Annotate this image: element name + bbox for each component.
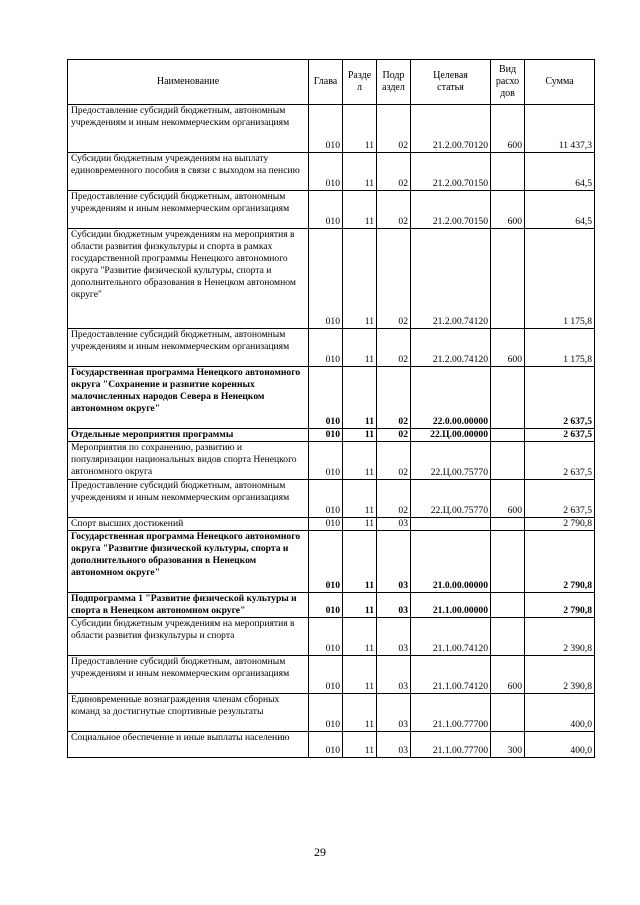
- cell-target: 21.2.00.70150: [411, 153, 491, 191]
- cell-chapter: 010: [309, 429, 343, 442]
- cell-expense-type: 600: [491, 480, 525, 518]
- cell-target: 21.2.00.74120: [411, 229, 491, 329]
- cell-chapter: 010: [309, 694, 343, 732]
- cell-sum: 64,5: [525, 153, 595, 191]
- cell-expense-type: [491, 531, 525, 593]
- cell-chapter: 010: [309, 732, 343, 758]
- cell-section: 11: [343, 191, 377, 229]
- cell-section: 11: [343, 105, 377, 153]
- cell-section: 11: [343, 694, 377, 732]
- cell-expense-type: 600: [491, 191, 525, 229]
- table-row: [68, 153, 595, 191]
- cell-chapter: 010: [309, 531, 343, 593]
- cell-subsection: 03: [377, 518, 411, 531]
- header-name: Наименование: [68, 60, 309, 105]
- cell-expense-type: [491, 694, 525, 732]
- cell-section: 11: [343, 442, 377, 480]
- cell-expense-type: [491, 593, 525, 618]
- cell-subsection: 02: [377, 153, 411, 191]
- table-row: [68, 229, 595, 329]
- cell-subsection: 02: [377, 329, 411, 367]
- cell-chapter: 010: [309, 442, 343, 480]
- cell-subsection: 03: [377, 618, 411, 656]
- cell-sum: 2 637,5: [525, 367, 595, 429]
- cell-target: 21.1.00.77700: [411, 694, 491, 732]
- cell-target: 21.0.00.00000: [411, 531, 491, 593]
- cell-section: 11: [343, 732, 377, 758]
- cell-expense-type: [491, 153, 525, 191]
- header-chapter: Глава: [309, 60, 343, 105]
- cell-name: Государственная программа Ненецкого автономного округа "Развитие физической культуры, спорта и дополнительного образования в Ненецком автономном округе": [68, 531, 309, 593]
- cell-section: 11: [343, 618, 377, 656]
- cell-subsection: 02: [377, 229, 411, 329]
- cell-sum: 11 437,3: [525, 105, 595, 153]
- table-row: [68, 618, 595, 656]
- cell-expense-type: [491, 429, 525, 442]
- table-row: [68, 656, 595, 694]
- cell-subsection: 02: [377, 367, 411, 429]
- cell-expense-type: [491, 518, 525, 531]
- cell-name: Спорт высших достижений: [68, 518, 309, 531]
- cell-expense-type: [491, 618, 525, 656]
- cell-target: 21.2.00.70120: [411, 105, 491, 153]
- cell-target: [411, 518, 491, 531]
- table-row: [68, 191, 595, 229]
- table-row: [68, 593, 595, 618]
- cell-subsection: 03: [377, 531, 411, 593]
- cell-name: Предоставление субсидий бюджетным, автономным учреждениям и иным некоммерческим организациям: [68, 329, 309, 367]
- cell-expense-type: 600: [491, 329, 525, 367]
- table-row: [68, 429, 595, 442]
- cell-target: 21.2.00.74120: [411, 329, 491, 367]
- cell-expense-type: 300: [491, 732, 525, 758]
- cell-target: 21.1.00.00000: [411, 593, 491, 618]
- cell-section: 11: [343, 367, 377, 429]
- cell-section: 11: [343, 229, 377, 329]
- cell-chapter: 010: [309, 618, 343, 656]
- cell-name: Социальное обеспечение и иные выплаты населению: [68, 732, 309, 758]
- cell-name: Предоставление субсидий бюджетным, автономным учреждениям и иным некоммерческим организациям: [68, 656, 309, 694]
- table-row: [68, 442, 595, 480]
- cell-name: Предоставление субсидий бюджетным, автономным учреждениям и иным некоммерческим организациям: [68, 105, 309, 153]
- cell-chapter: 010: [309, 229, 343, 329]
- table-body: [68, 105, 595, 758]
- cell-section: 11: [343, 480, 377, 518]
- cell-chapter: 010: [309, 191, 343, 229]
- budget-table: [67, 59, 595, 758]
- cell-sum: 2 790,8: [525, 518, 595, 531]
- cell-expense-type: 600: [491, 105, 525, 153]
- cell-sum: 1 175,8: [525, 329, 595, 367]
- table-row: [68, 105, 595, 153]
- cell-sum: 64,5: [525, 191, 595, 229]
- cell-sum: 2 637,5: [525, 480, 595, 518]
- cell-target: 21.1.00.74120: [411, 618, 491, 656]
- cell-name: Отдельные мероприятия программы: [68, 429, 309, 442]
- table-header-row: [68, 60, 595, 105]
- cell-chapter: 010: [309, 329, 343, 367]
- cell-subsection: 03: [377, 694, 411, 732]
- table-row: [68, 329, 595, 367]
- cell-target: 21.2.00.70150: [411, 191, 491, 229]
- header-section: Разде л: [343, 60, 377, 105]
- cell-expense-type: [491, 367, 525, 429]
- cell-sum: 2 390,8: [525, 656, 595, 694]
- cell-target: 21.1.00.77700: [411, 732, 491, 758]
- cell-name: Мероприятия по сохранению, развитию и популяризации национальных видов спорта Ненецкого автономного округа: [68, 442, 309, 480]
- table-row: [68, 694, 595, 732]
- cell-name: Единовременные вознаграждения членам сборных команд за достигнутые спортивные результаты: [68, 694, 309, 732]
- cell-chapter: 010: [309, 518, 343, 531]
- cell-section: 11: [343, 531, 377, 593]
- cell-chapter: 010: [309, 105, 343, 153]
- header-target: Целевая статья: [411, 60, 491, 105]
- table-row: [68, 480, 595, 518]
- cell-expense-type: [491, 229, 525, 329]
- cell-target: 22.Ц.00.75770: [411, 480, 491, 518]
- cell-target: 22.0.00.00000: [411, 367, 491, 429]
- cell-target: 22.Ц.00.75770: [411, 442, 491, 480]
- header-subsection: Подр аздел: [377, 60, 411, 105]
- cell-name: Предоставление субсидий бюджетным, автономным учреждениям и иным некоммерческим организациям: [68, 480, 309, 518]
- cell-section: 11: [343, 518, 377, 531]
- cell-name: Субсидии бюджетным учреждениям на мероприятия в области развития физкультуры и спорта в рамках государственной программы Ненецкого автономного округа "Развитие физической культуры, спорта и дополнительного образования в Ненецком автономном округе": [68, 229, 309, 329]
- cell-target: 21.1.00.74120: [411, 656, 491, 694]
- cell-expense-type: 600: [491, 656, 525, 694]
- cell-name: Субсидии бюджетным учреждениям на выплату единовременного пособия в связи с выходом на пенсию: [68, 153, 309, 191]
- table-row: [68, 732, 595, 758]
- cell-sum: 1 175,8: [525, 229, 595, 329]
- cell-name: Подпрограмма 1 "Развитие физической культуры и спорта в Ненецком автономном округе": [68, 593, 309, 618]
- table-row: [68, 531, 595, 593]
- cell-expense-type: [491, 442, 525, 480]
- cell-subsection: 02: [377, 191, 411, 229]
- cell-section: 11: [343, 429, 377, 442]
- cell-subsection: 02: [377, 442, 411, 480]
- cell-section: 11: [343, 593, 377, 618]
- cell-section: 11: [343, 153, 377, 191]
- cell-sum: 2 637,5: [525, 442, 595, 480]
- cell-section: 11: [343, 656, 377, 694]
- cell-chapter: 010: [309, 480, 343, 518]
- cell-sum: 2 390,8: [525, 618, 595, 656]
- cell-subsection: 03: [377, 593, 411, 618]
- table-row: [68, 367, 595, 429]
- page-number: 29: [314, 845, 326, 859]
- cell-section: 11: [343, 329, 377, 367]
- cell-name: Субсидии бюджетным учреждениям на мероприятия в области развития физкультуры и спорта: [68, 618, 309, 656]
- table-row: [68, 518, 595, 531]
- cell-chapter: 010: [309, 367, 343, 429]
- cell-chapter: 010: [309, 153, 343, 191]
- cell-chapter: 010: [309, 593, 343, 618]
- header-expense-type: Вид расхо дов: [491, 60, 525, 105]
- cell-name: Предоставление субсидий бюджетным, автономным учреждениям и иным некоммерческим организациям: [68, 191, 309, 229]
- cell-subsection: 03: [377, 656, 411, 694]
- cell-sum: 2 637,5: [525, 429, 595, 442]
- cell-target: 22.Ц.00.00000: [411, 429, 491, 442]
- cell-chapter: 010: [309, 656, 343, 694]
- header-sum: Сумма: [525, 60, 595, 105]
- cell-sum: 400,0: [525, 732, 595, 758]
- cell-subsection: 03: [377, 732, 411, 758]
- cell-sum: 2 790,8: [525, 593, 595, 618]
- cell-name: Государственная программа Ненецкого автономного округа "Сохранение и развитие коренных малочисленных народов Севера в Ненецком автономном округе": [68, 367, 309, 429]
- cell-sum: 400,0: [525, 694, 595, 732]
- cell-subsection: 02: [377, 480, 411, 518]
- cell-subsection: 02: [377, 429, 411, 442]
- cell-subsection: 02: [377, 105, 411, 153]
- cell-sum: 2 790,8: [525, 531, 595, 593]
